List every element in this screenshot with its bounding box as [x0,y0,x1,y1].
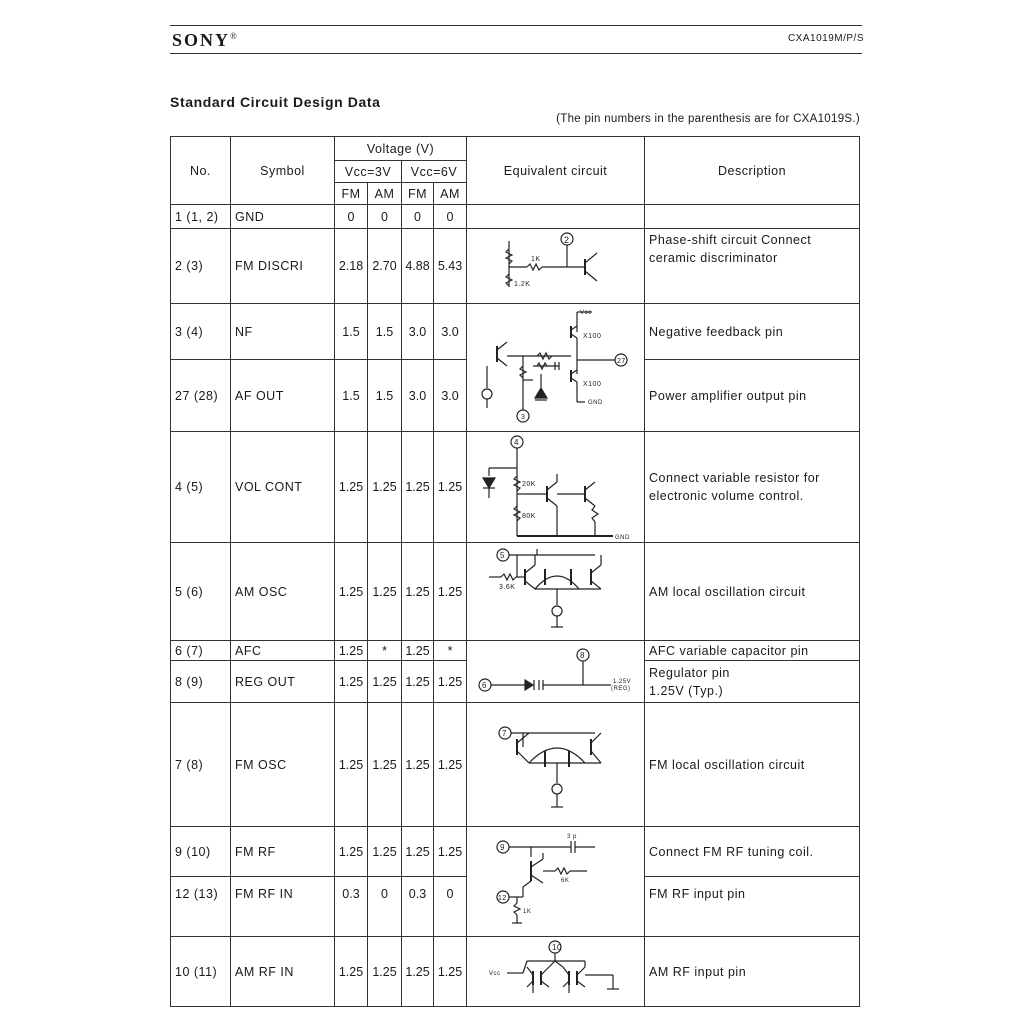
voltage-fm-6v: 1.25 [402,827,434,877]
am-rf-schematic [467,937,645,1007]
voltage-fm-3v: 1.5 [335,304,368,360]
voltage-fm-3v: 1.25 [335,937,368,1007]
voltage-am-3v: 1.25 [368,543,402,641]
discri-schematic [467,229,645,304]
header-no: No. [171,137,231,205]
equivalent-circuit-nf-af-out [467,304,645,432]
pin-description: Power amplifier output pin [645,360,860,432]
am-osc-schematic [467,543,645,641]
voltage-am-3v: 1.25 [368,661,402,703]
voltage-am-6v: 5.43 [434,229,467,304]
voltage-fm-3v: 1.5 [335,360,368,432]
voltage-am-3v: * [368,641,402,661]
pin-description-line: 1.25V (Typ.) [649,683,724,698]
pin-description: AFC variable capacitor pin [645,641,860,661]
voltage-fm-6v: 1.25 [402,661,434,703]
pin-symbol: FM OSC [231,703,335,827]
pin-label: 27 [617,358,626,365]
gnd-label: GND [588,400,603,406]
pin-number: 2 (3) [171,229,231,304]
resistor-label: 20K [522,481,536,488]
voltage-am-6v: 1.25 [434,661,467,703]
voltage-fm-6v: 4.88 [402,229,434,304]
voltage-fm-3v: 1.25 [335,641,368,661]
vcc-label: Vcc [580,310,592,316]
voltage-fm-6v: 1.25 [402,543,434,641]
table-row [171,205,860,229]
equivalent-circuit-afc-reg [467,641,645,703]
resistor-label: 1.2K [514,281,531,288]
capacitor-label: 3 p [567,834,577,840]
pin-description: FM RF input pin [645,877,860,937]
pin-symbol: GND [231,205,335,229]
table-row [171,937,860,1007]
pin-symbol: VOL CONT [231,432,335,543]
voltage-am-6v: 0 [434,205,467,229]
pin-label: 5 [500,551,505,560]
voltage-fm-3v: 1.25 [335,703,368,827]
pin-number: 6 (7) [171,641,231,661]
pin-symbol: FM RF IN [231,877,335,937]
equivalent-circuit-am-osc [467,543,645,641]
voltage-fm-6v: 3.0 [402,304,434,360]
pin-label: 12 [498,895,507,902]
top-rule [170,25,862,26]
voltage-fm-6v: 1.25 [402,432,434,543]
pin-symbol: AF OUT [231,360,335,432]
voltage-fm-3v: 1.25 [335,827,368,877]
pin-description-line: Regulator pin [649,665,730,680]
table-row [171,641,860,661]
gnd-label: GND [615,535,630,541]
pin-symbol: FM DISCRI [231,229,335,304]
fm-osc-schematic [467,703,645,827]
voltage-am-6v: 1.25 [434,703,467,827]
voltage-am-6v: 3.0 [434,304,467,360]
reg-label: (REG) [611,686,631,692]
voltage-am-3v: 0 [368,205,402,229]
equivalent-circuit-fm-rf [467,827,645,937]
pin-label: 3 [521,414,526,421]
pin-number: 3 (4) [171,304,231,360]
table-row [171,543,860,641]
sony-logo: SONY® [172,30,239,50]
resistor-label: 80K [522,513,536,520]
voltage-am-6v: 0 [434,877,467,937]
resistor-label: 1K [531,256,541,263]
voltage-am-3v: 1.25 [368,703,402,827]
voltage-fm-3v: 1.25 [335,543,368,641]
voltage-am-6v: 1.25 [434,937,467,1007]
header-am-3v: AM [368,183,402,205]
voltage-fm-3v: 2.18 [335,229,368,304]
pin-number: 7 (8) [171,703,231,827]
resistor-label: 1K [523,909,532,915]
pin-description: FM local oscillation circuit [645,703,860,827]
pin-symbol: REG OUT [231,661,335,703]
voltage-am-6v: 3.0 [434,360,467,432]
table-row [171,229,860,304]
voltage-fm-6v: 0.3 [402,877,434,937]
pin-description: Connect FM RF tuning coil. [645,827,860,877]
equivalent-circuit-empty [467,205,645,229]
pin-symbol: AM OSC [231,543,335,641]
pin-symbol: FM RF [231,827,335,877]
voltage-am-3v: 2.70 [368,229,402,304]
pin-label: 6 [482,681,487,690]
gain-label: X100 [583,381,602,388]
pin-description: Phase-shift circuit Connect ceramic discriminator [645,229,860,304]
voltage-am-3v: 1.25 [368,937,402,1007]
pin-description: AM RF input pin [645,937,860,1007]
pin-label: 10 [552,943,562,952]
pin-number: 5 (6) [171,543,231,641]
pin-number: 4 (5) [171,432,231,543]
header-vcc-3v: Vcc=3V [335,161,402,183]
header-voltage: Voltage (V) [335,137,467,161]
resistor-label: 6K [561,878,570,884]
pin-label: 4 [514,438,519,447]
pin-description: AM local oscillation circuit [645,543,860,641]
vcc-label: Vcc [489,971,501,977]
pin-symbol: AFC [231,641,335,661]
header-rule [170,53,862,54]
equivalent-circuit-vol-cont [467,432,645,543]
pin-description [645,205,860,229]
vol-cont-schematic [467,432,645,543]
pin-label: 9 [500,843,505,852]
voltage-am-3v: 0 [368,877,402,937]
voltage-fm-6v: 1.25 [402,937,434,1007]
pin-number: 27 (28) [171,360,231,432]
voltage-fm-3v: 0 [335,205,368,229]
fm-rf-schematic [467,827,645,937]
pin-number: 9 (10) [171,827,231,877]
pin-note: (The pin numbers in the parenthesis are for CXA1019S.) [556,113,860,125]
voltage-label: 1.25V [613,679,632,685]
header-description: Description [645,137,860,205]
pin-number: 10 (11) [171,937,231,1007]
header-vcc-6v: Vcc=6V [402,161,467,183]
circuit-data-table [170,136,860,1007]
gain-label: X100 [583,333,602,340]
header-equivalent-circuit: Equivalent circuit [467,137,645,205]
voltage-am-3v: 1.5 [368,360,402,432]
pin-description: Connect variable resistor for electronic volume control. [645,432,860,543]
header-fm-3v: FM [335,183,368,205]
header-symbol: Symbol [231,137,335,205]
pin-symbol: AM RF IN [231,937,335,1007]
voltage-fm-6v: 0 [402,205,434,229]
voltage-am-3v: 1.5 [368,304,402,360]
voltage-am-6v: 1.25 [434,543,467,641]
voltage-am-3v: 1.25 [368,827,402,877]
voltage-fm-3v: 0.3 [335,877,368,937]
voltage-fm-6v: 1.25 [402,641,434,661]
voltage-am-6v: * [434,641,467,661]
pin-number: 12 (13) [171,877,231,937]
reg-schematic [467,641,645,703]
equivalent-circuit-am-rf-in [467,937,645,1007]
resistor-label: 3.6K [499,584,516,591]
pin-number: 1 (1, 2) [171,205,231,229]
table-row [171,827,860,877]
table-row [171,703,860,827]
voltage-fm-6v: 3.0 [402,360,434,432]
equivalent-circuit-fm-discri [467,229,645,304]
voltage-am-6v: 1.25 [434,432,467,543]
pin-number: 8 (9) [171,661,231,703]
header-am-6v: AM [434,183,467,205]
voltage-fm-3v: 1.25 [335,661,368,703]
pin-label: 8 [580,651,585,660]
voltage-am-3v: 1.25 [368,432,402,543]
nf-schematic [467,304,645,432]
pin-label: 7 [502,729,507,738]
voltage-fm-3v: 1.25 [335,432,368,543]
voltage-fm-6v: 1.25 [402,703,434,827]
header-fm-6v: FM [402,183,434,205]
voltage-am-6v: 1.25 [434,827,467,877]
pin-description: Negative feedback pin [645,304,860,360]
table-row [171,304,860,360]
pin-symbol: NF [231,304,335,360]
pin-label: 2 [564,235,570,245]
section-title: Standard Circuit Design Data [170,94,381,110]
pin-description [645,661,860,703]
table-row [171,432,860,543]
equivalent-circuit-fm-osc [467,703,645,827]
part-number: CXA1019M/P/S [787,33,864,44]
